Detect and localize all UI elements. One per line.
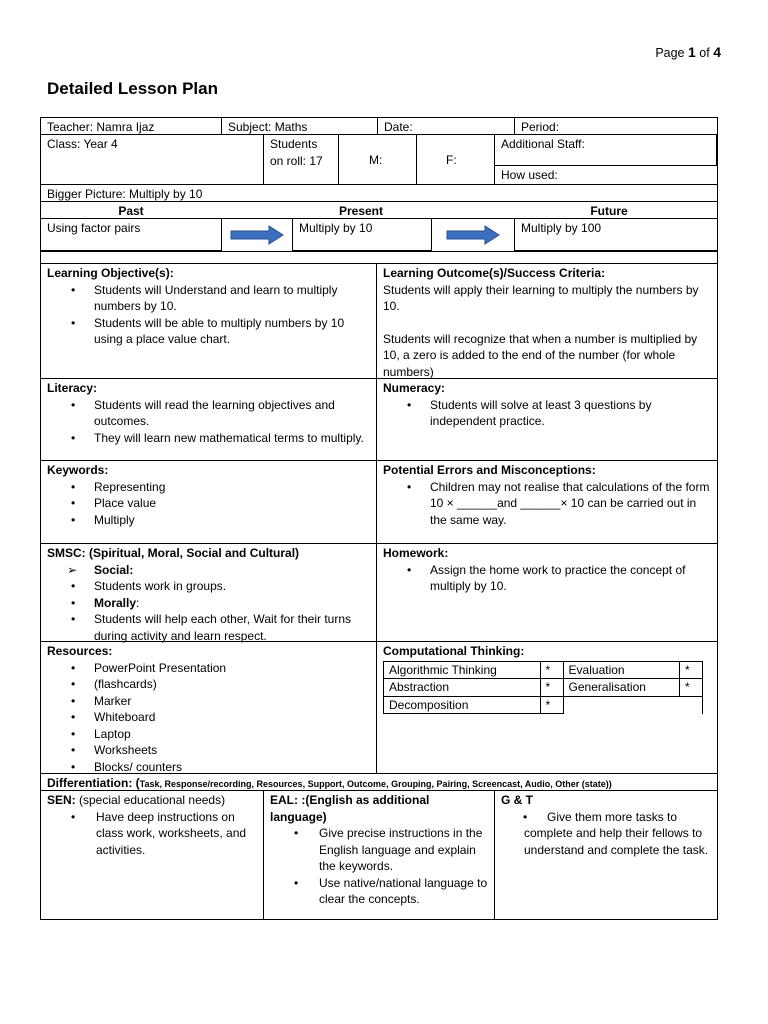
keywords-row	[40, 460, 718, 543]
sen-row	[40, 790, 718, 920]
list-item: • Students will be able to multiply numbers by 10 using a place value chart.	[47, 315, 370, 348]
literacy: Literacy: • Students will read the learning objectives and outcomes. • They will learn new mathematical terms to multiply.	[41, 379, 377, 460]
list-item: • Representing	[47, 479, 370, 496]
sen: SEN: (special educational needs) • Have deep instructions on class work, worksheets, and activities.	[41, 791, 264, 919]
list-item: • They will learn new mathematical terms to multiply.	[47, 430, 370, 447]
list-item: • Whiteboard	[47, 709, 370, 726]
bigger-picture-values	[40, 218, 718, 251]
list-item: • Give precise instructions in the English language and explain the keywords.	[270, 825, 488, 875]
learning-objectives: Learning Objective(s): • Students will Understand and learn to multiply numbers by 10. • Students will be able to multiply numbers by 10 using a place value chart.	[41, 264, 377, 378]
date-cell: Date:	[378, 118, 515, 134]
list-item: • Students work in groups.	[47, 578, 370, 595]
header-row-1	[40, 117, 718, 134]
m-cell: M:	[339, 135, 417, 184]
list-item: • Place value	[47, 495, 370, 512]
list-item: • Give them more tasks to complete and help their fellows to understand and complete the task.	[523, 809, 709, 857]
page-number: Page 1 of 4	[655, 44, 721, 60]
arrow-2	[432, 219, 514, 251]
smsc-social: ➢ Social:	[47, 562, 370, 579]
list-item: • Students will read the learning objectives and outcomes.	[47, 397, 370, 430]
computational-thinking: Computational Thinking: Algorithmic Thinking * Evaluation * Abstraction * Generalisation * Decomposition *	[377, 642, 717, 773]
list-item: • Have deep instructions on class work, worksheets, and activities.	[47, 809, 257, 859]
additional-staff: Additional Staff:	[495, 135, 717, 166]
right-arrow-icon	[229, 225, 285, 245]
past-heading: Past	[118, 204, 144, 218]
literacy-row	[40, 378, 718, 460]
keywords: Keywords: • Representing • Place value • Multiply	[41, 461, 377, 543]
homework: Homework: • Assign the home work to practice the concept of multiply by 10.	[377, 544, 717, 641]
future-value: Multiply by 100	[514, 219, 717, 251]
teacher-cell: Teacher: Namra Ijaz	[41, 118, 222, 134]
present-value: Multiply by 10	[292, 219, 432, 251]
list-item: • Marker	[47, 693, 370, 710]
past-value: Using factor pairs	[41, 219, 222, 251]
class-cell: Class: Year 4	[41, 135, 264, 184]
objectives-row	[40, 263, 718, 378]
list-item: • Laptop	[47, 726, 370, 743]
learning-outcomes: Learning Outcome(s)/Success Criteria: Students will apply their learning to multiply the numbers by 10. Students will recognize that when a number is multiplied by 10, a zero is added to the end of the number (for whole numbers)	[383, 266, 699, 379]
students-on-roll-cell: Students on roll: 17	[264, 135, 339, 184]
list-item: • Assign the home work to practice the concept of multiply by 10.	[383, 562, 711, 595]
subject-cell: Subject: Maths	[222, 118, 378, 134]
list-item: • Blocks/ counters	[47, 759, 370, 776]
present-heading: Present	[338, 204, 384, 218]
list-item: • PowerPoint Presentation	[47, 660, 370, 677]
smsc-row	[40, 543, 718, 641]
page-title: Detailed Lesson Plan	[47, 79, 218, 98]
spacer-row	[40, 251, 718, 263]
computational-table: Algorithmic Thinking * Evaluation * Abstraction * Generalisation * Decomposition *	[383, 661, 703, 715]
header-row-2	[40, 134, 718, 184]
list-item: • Students will help each other, Wait for their turns during activity and learn respect.	[47, 611, 370, 644]
resources: Resources: • PowerPoint Presentation • (flashcards) • Marker • Whiteboard • Laptop • Worksheets • Blocks/ counters	[41, 642, 377, 773]
period-cell: Period:	[521, 120, 560, 134]
how-used: How used:	[501, 167, 558, 182]
list-item: • Students will Understand and learn to multiply numbers by 10.	[47, 282, 370, 315]
smsc: SMSC: (Spiritual, Moral, Social and Cultural) ➢ Social: • Students work in groups. • Morally: • Students will help each other, Wait for their turns during activity and learn respect.	[41, 544, 377, 641]
eal: EAL: :(English as additional language) • Give precise instructions in the English language and explain the keywords. • Use native/national language to clear the concepts.	[264, 791, 495, 919]
differentiation-row	[40, 773, 718, 790]
future-heading: Future	[590, 204, 628, 218]
list-item: • Use native/national language to clear the concepts.	[270, 875, 488, 908]
smsc-morally: • Morally:	[47, 595, 370, 612]
current-page: 1	[688, 44, 696, 60]
resources-row	[40, 641, 718, 773]
right-arrow-icon	[445, 225, 501, 245]
list-item: • Worksheets	[47, 742, 370, 759]
gifted-talented: G & T • Give them more tasks to complete and help their fellows to understand and complete the task.	[495, 791, 717, 919]
staff-cell	[495, 135, 717, 184]
bigger-picture-headers	[40, 201, 718, 218]
arrow-1	[222, 219, 292, 251]
list-item: • Children may not realise that calculations of the form 10 × ______and ______× 10 can be carried out in the same way.	[383, 479, 711, 529]
potential-errors: Potential Errors and Misconceptions: • Children may not realise that calculations of the form 10 × ______and ______× 10 can be carried out in the same way.	[377, 461, 717, 543]
total-pages: 4	[713, 44, 721, 60]
bigger-picture: Bigger Picture: Multiply by 10	[47, 187, 203, 201]
numeracy: Numeracy: • Students will solve at least 3 questions by independent practice.	[377, 379, 717, 460]
list-item: • (flashcards)	[47, 676, 370, 693]
f-cell: F:	[417, 135, 495, 184]
list-item: • Multiply	[47, 512, 370, 529]
differentiation: Differentiation: (Task, Response/recording, Resources, Support, Outcome, Grouping, Pairing, Screencast, Audio, Other (state))	[47, 776, 612, 790]
bigger-picture-row	[40, 184, 718, 201]
lesson-plan-table	[40, 117, 718, 920]
list-item: • Students will solve at least 3 questions by independent practice.	[383, 397, 711, 430]
